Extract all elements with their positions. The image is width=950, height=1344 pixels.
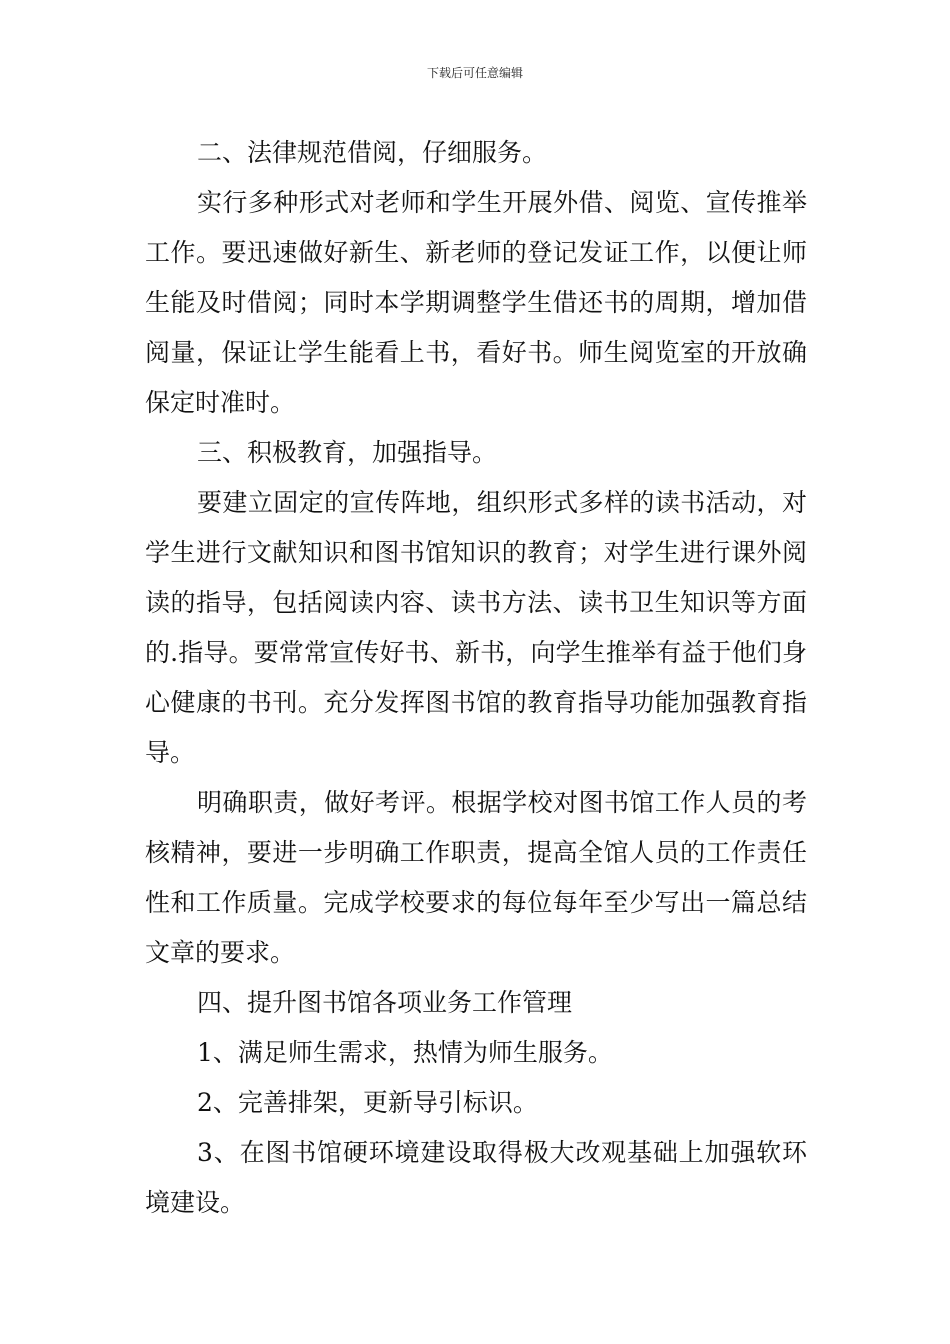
list-item-2: 2、完善排架，更新导引标识。 [197,1088,538,1117]
page-header: 下载后可任意编辑 [426,66,523,80]
paragraph-lending-services: 实行多种形式对老师和学生开展外借、阅览、宣传推举工作。要迅速做好新生、新老师的登记发证工作，以便让师生能及时借阅；同时本学期调整学生借还书的周期，增加借阅量，保证让学生能看上书，看好书。师生阅览室的开放确保定时准时。 [145,188,807,417]
paragraph-responsibilities: 明确职责，做好考评。根据学校对图书馆工作人员的考核精神，要进一步明确工作职责，提高全馆人员的工作责任性和工作质量。完成学校要求的每位每年至少写出一篇总结文章的要求。 [145,788,807,967]
section-heading-2: 二、法律规范借阅，仔细服务。 [197,138,548,167]
document-body [145,128,807,1228]
list-item-1: 1、满足师生需求，热情为师生服务。 [197,1038,613,1067]
section-heading-3: 三、积极教育，加强指导。 [197,438,498,467]
section-heading-4: 四、提升图书馆各项业务工作管理 [197,988,573,1017]
list-item-3: 3、在图书馆硬环境建设取得极大改观基础上加强软环境建设。 [145,1138,807,1217]
paragraph-reading-guidance: 要建立固定的宣传阵地，组织形式多样的读书活动，对学生进行文献知识和图书馆知识的教育；对学生进行课外阅读的指导，包括阅读内容、读书方法、读书卫生知识等方面的.指导。要常常宣传好书、新书，向学生推举有益于他们身心健康的书刊。充分发挥图书馆的教育指导功能加强教育指导。 [145,488,807,767]
